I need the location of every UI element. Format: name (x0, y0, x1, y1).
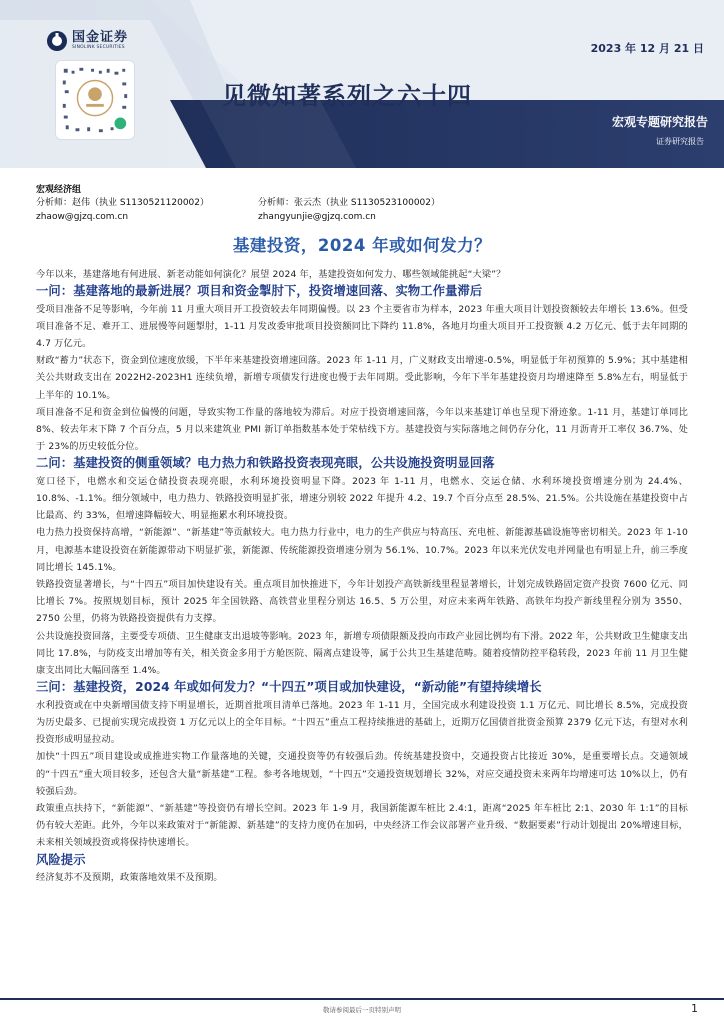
brand-logo (46, 30, 128, 52)
section-1-heading: 一问：基建落地的最新进展？项目和资金掣肘下，投资增速回落、实物工作量滞后 (36, 284, 483, 299)
page-number: 1 (691, 1002, 698, 1015)
qr-code-icon (55, 60, 135, 140)
research-team: 宏观经济组 (36, 185, 82, 195)
report-header (0, 0, 724, 168)
footer-disclaimer[interactable]: 敬请参阅最后一页特别声明 (323, 1006, 401, 1014)
author-block (36, 184, 696, 224)
brand-name-en: SINOLINK SECURITIES (72, 45, 125, 51)
report-title: 基建投资，2024 年或如何发力？ (232, 236, 492, 255)
section-1-paragraph: 项目准备不足和资金到位偏慢的问题，导致实物工作量的落地较为滞后。对应于投资增速回落，今年以来基建订单也呈现下滑迹象。1-11 月，基建订单同比 8%、较去年末下降 7 个百分点，5 月以来建筑业 PMI 新订单指数基本处于荣枯线下方。基建投资与实际落地之间仍存分化，11 月沥青开工率仅 36.7%、处于 23%的历史较低分位。 (36, 406, 688, 453)
section-1-paragraph: 财政“蓄力”状态下，资金到位速度放缓，下半年来基建投资增速回落。2023 年 1-11 月，广义财政支出增速-0.5%，明显低于年初预算的 5.9%；其中基建相关公共财政支出在 2022H2-2023H1 连续负增，新增专项债发行进度也慢于去年同期。受此影响，今年下半年基建投资月均增速降至 5.8%左右，明显低于上半年的 10.1%。 (36, 355, 688, 401)
report-subtype: 证券研究报告 (656, 137, 704, 146)
report-body (36, 266, 688, 886)
page-footer (0, 998, 724, 1024)
section-2-paragraph: 铁路投资显著增长，与“十四五”项目加快建设有关。重点项目加快推进下，今年计划投产高铁新线里程显著增长，计划完成铁路固定资产投资 7600 亿元、同比增长 7%。按照规划目标，预计 2025 年全国铁路、高铁营业里程分别达 16.5、5 万公里，对应未来两年铁路、高铁年均投产新线里程分别为 3550、2750 公里，仍将为铁路投资提供有力支撑。 (36, 579, 688, 625)
section-2-heading: 二问：基建投资的侧重领域？电力热力和铁路投资表现亮眼，公共设施投资明显回落 (36, 456, 495, 471)
section-1-paragraph: 受项目准备不足等影响，今年前 11 月重大项目开工投资较去年同期偏慢。以 23 个主要省市为样本，2023 年重大项目计划投资额较去年增长 13.6%。但受项目准备不足、难开工、进展慢等问题掣肘，1-11 月发改委审批项目投资额同比下降约 11.8%，各地月均重大项目开工投资额 4.2 万亿元、低于去年同期的 4.7 万亿元。 (36, 303, 688, 350)
brand-name-cn: 国金证券 (72, 30, 129, 46)
report-date: 2023 年 12 月 21 日 (590, 42, 704, 55)
section-3-paragraph: 加快“十四五”项目建设或成推进实物工作量落地的关键，交通投资等仍有较强后劲。传统基建投资中，交通投资占比接近 30%，是重要增长点。交通领域的“十四五”重大项目较多，还包含大量“新基建”工程。参考各地规划，“十四五”交通投资规划增长 32%，对应交通投资未来两年均增速可达 10%以上，仍有较强后劲。 (36, 751, 688, 797)
section-3-heading: 三问：基建投资，2024 年或如何发力？“十四五”项目或加快建设，“新动能”有望持续增长 (36, 680, 542, 695)
section-3-paragraph: 水利投资或在中央新增国债支持下明显增长，近期首批项目清单已落地。2023 年 1-11 月，全国完成水利建设投资 1.1 万亿元、同比增长 8.5%，完成投资为历史最多、已提前实现完成投资 1 万亿元以上的全年目标。“十四五”重点工程持续推进的基础上，近期万亿国债首批资金预算 2379 亿元下达，有望对水利投资形成明显拉动。 (36, 699, 688, 746)
risk-heading: 风险提示 (36, 852, 86, 867)
analyst-2: 分析师：张云杰（执业 S1130523100002） (258, 198, 441, 208)
section-2-paragraph: 电力热力投资保持高增，“新能源”、“新基建”等贡献较大。电力热力行业中，电力的生产供应与特高压、充电桩、新能源基础设施等密切相关。2023 年 1-10 月，电源基本建设投资在新能源带动下明显扩张，新能源、传统能源投资增速分别为 56.1%、10.7%。2023 年以来光伏发电并网量也有明显上升，前三季度同比增长 145.1%。 (36, 527, 688, 573)
intro-paragraph: 今年以来，基建落地有何进展、新老动能如何演化？展望 2024 年，基建投资如何发力、哪些领域能挑起“大梁”？ (36, 269, 506, 280)
section-3-paragraph: 政策重点扶持下，“新能源”、“新基建”等投资仍有增长空间。2023 年 1-9 月，我国新能源车桩比 2.4:1，距离“2025 年车桩比 2:1、2030 年 1:1”的目标仍有较大差距。此外，今年以来政策对于“新能源、新基建”的支持力度仍在加码，中央经济工作会议部署产业升级、“数据要素”行动计划提出 20%增速目标，未来相关领域投资或将保持快速增长。 (36, 802, 688, 849)
brand-logo-icon (46, 30, 68, 52)
risk-paragraph: 经济复苏不及预期，政策落地效果不及预期。 (36, 871, 223, 883)
series-title: 见微知著系列之六十四 (222, 82, 472, 110)
report-type: 宏观专题研究报告 (611, 115, 708, 129)
analyst-1-email[interactable]: zhaow@gjzq.com.cn (36, 212, 129, 222)
analyst-1: 分析师：赵伟（执业 S1130521120002） (36, 198, 210, 208)
footer-divider (0, 998, 724, 1000)
analyst-2-email[interactable]: zhangyunjie@gjzq.com.cn (258, 212, 376, 222)
section-2-paragraph: 宽口径下，电燃水和交运仓储投资表现亮眼，水利环境投资明显下降。2023 年 1-11 月，电燃水、交运仓储、水利环境投资增速分别为 24.4%、10.8%、-1.1%。细分领域中，电力热力、铁路投资明显扩张，增速分别较 2022 年提升 4.2、19.7 个百分点至 28.5%、21.5%。公共设施在基建投资中占比最高、约 33%，但增速降幅较大、明显拖累水利环境投资。 (36, 475, 688, 522)
section-2-paragraph: 公共设施投资回落，主要受专项债、卫生健康支出退坡等影响。2023 年，新增专项债限额及投向市政产业园比例均有下滑。2022 年，公共财政卫生健康支出同比 17.8%，与防疫支出增加等有关，相关资金多用于方舱医院、隔离点建设等，属于公共卫生基建范畴。随着疫情防控平稳转段，2023 年前 11 月卫生健康支出同比大幅回落至 1.4%。 (36, 630, 688, 677)
